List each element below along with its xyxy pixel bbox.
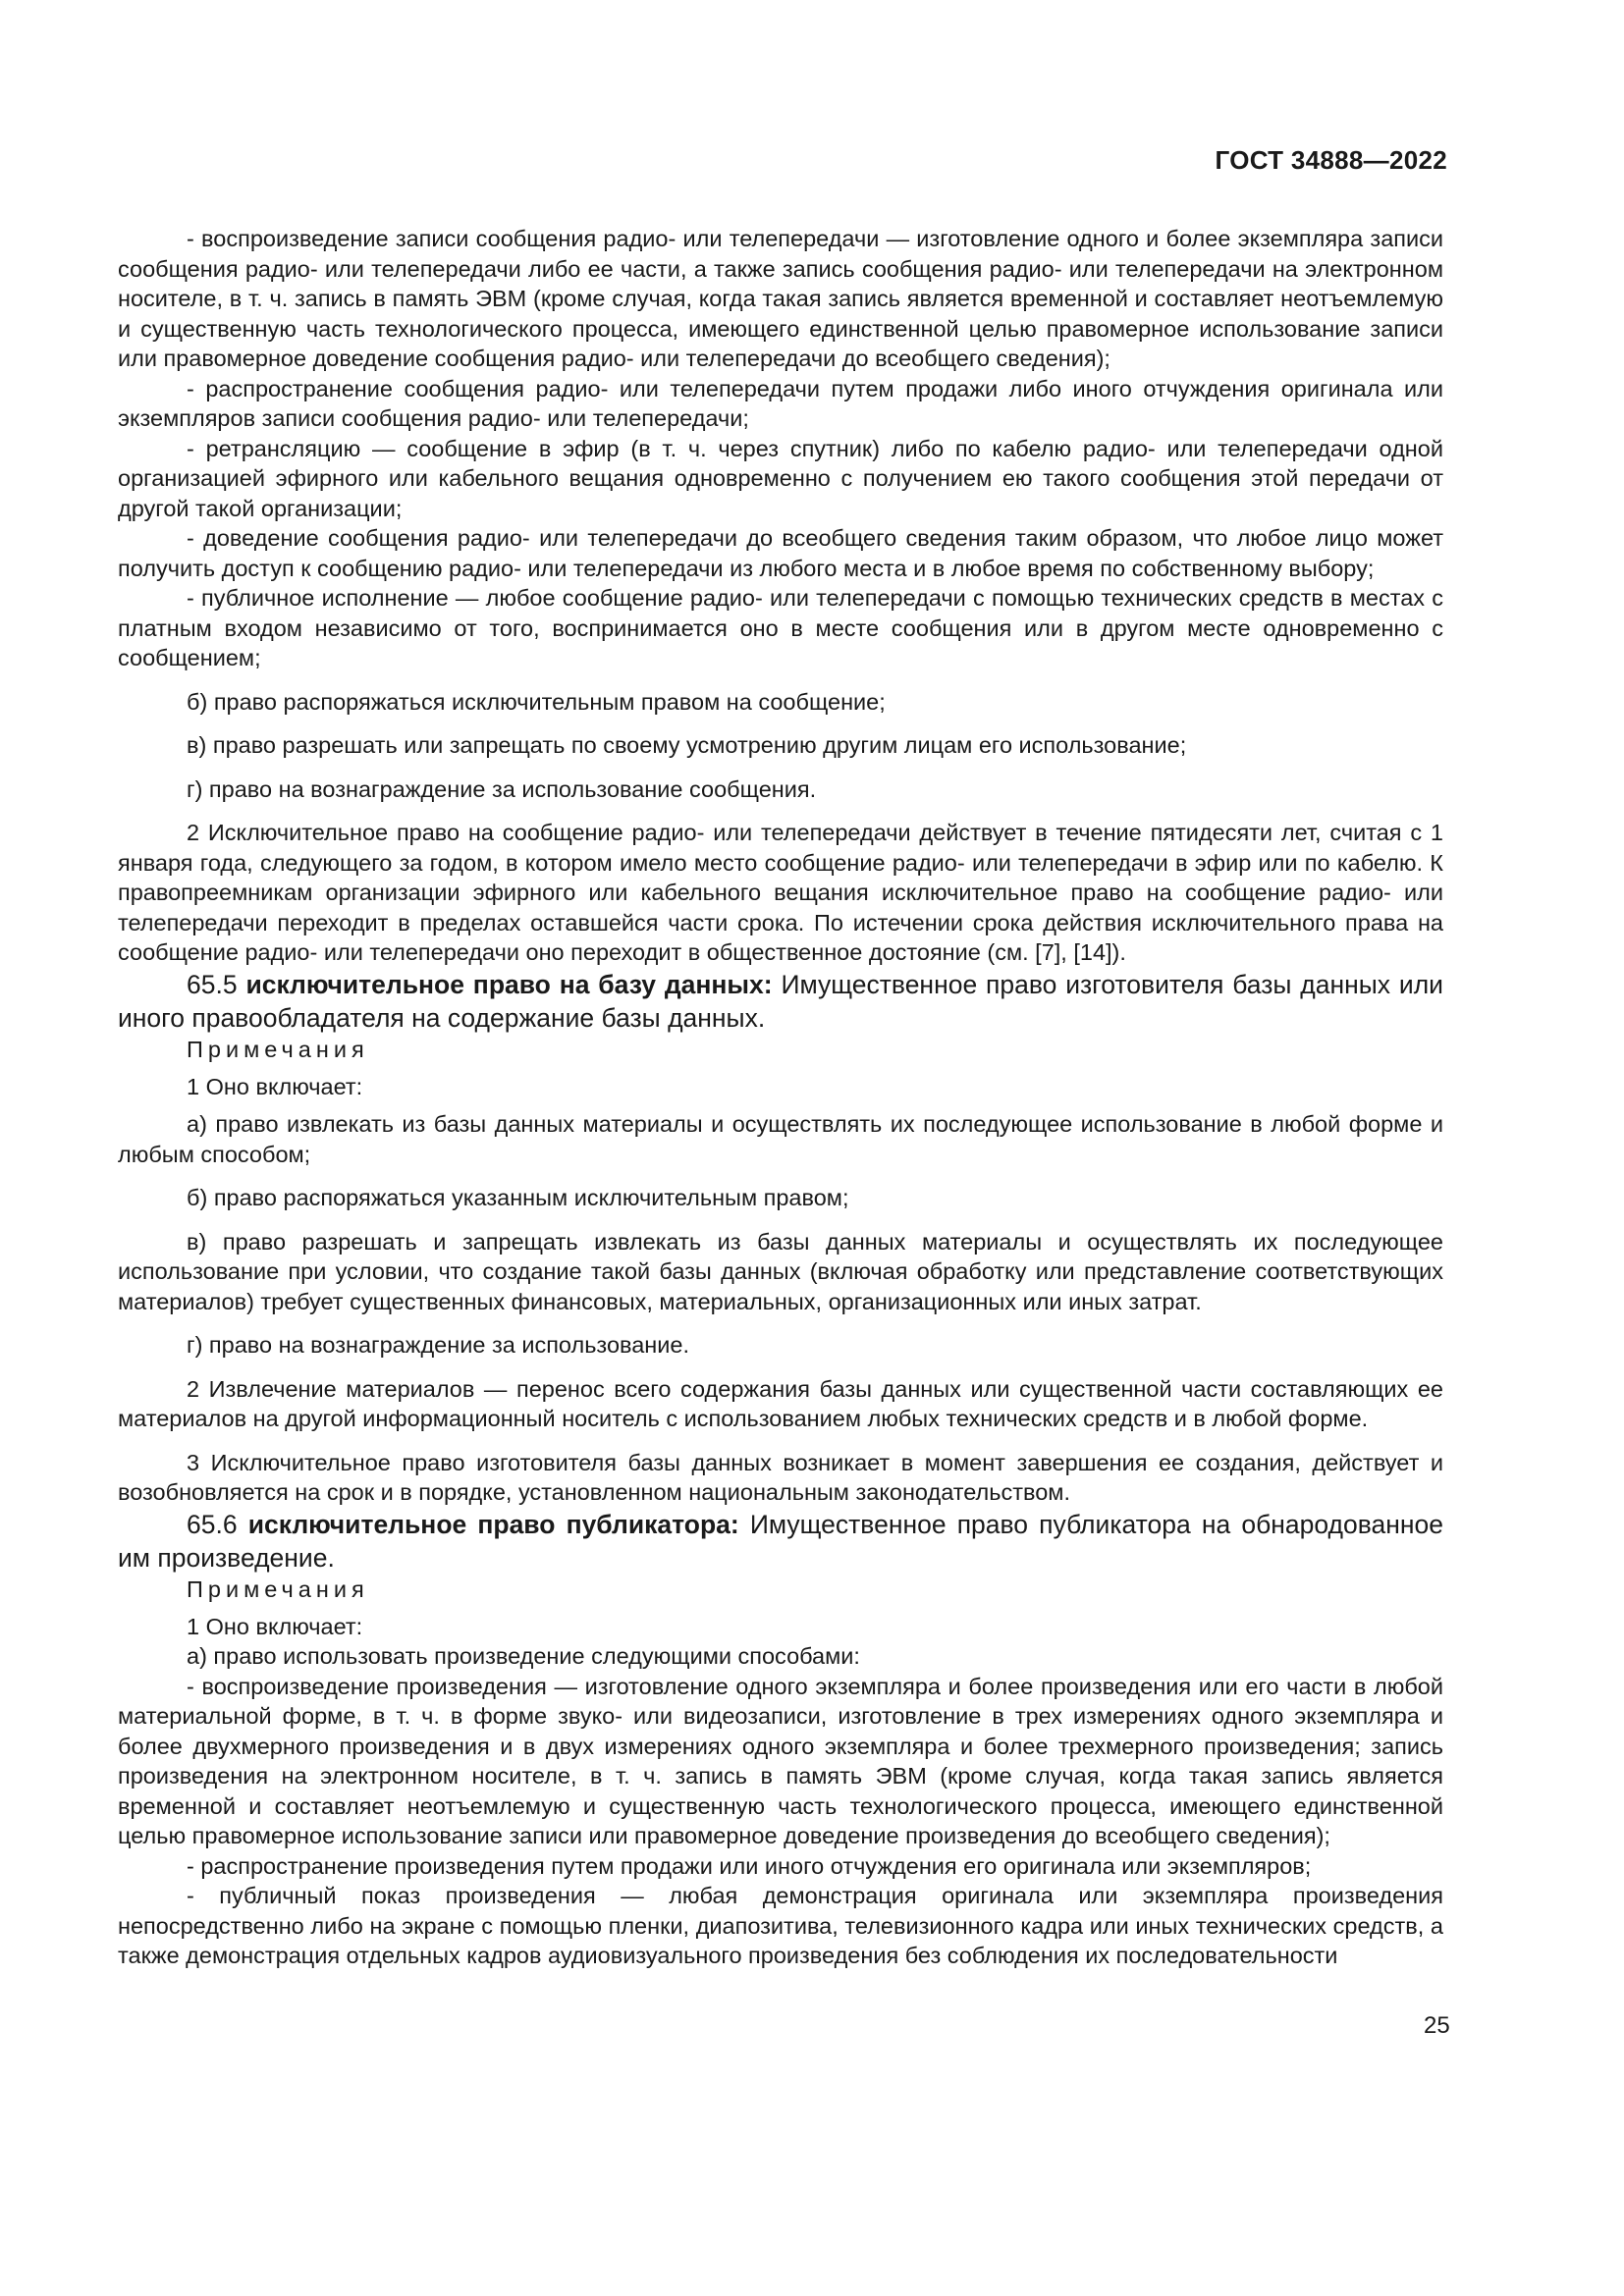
term-definition: Имущественное право изготовителя базы данных или иного правообладателя на содержание базы данных. <box>118 969 1443 1033</box>
term-number: 65.6 <box>187 1509 238 1539</box>
page-number: 25 <box>1424 2012 1450 2039</box>
note-paragraph: 3 Исключительное право изготовителя базы данных возникает в момент завершения ее создания, действует и возобновляется на срок и в порядке, установленном национальным законодательством. <box>118 1449 1443 1505</box>
term-name: исключительное право публикатора: <box>247 1509 739 1539</box>
note-paragraph: 2 Извлечение материалов — перенос всего содержания базы данных или существенной части составляющих ее материалов на другой информационный носитель с использованием любых технических средств и в любой форме. <box>118 1375 1443 1431</box>
body-paragraph: - воспроизведение произведения — изготовление одного экземпляра и более произведения или его части в любой материальной форме, в т. ч. в форме звуко- или видеозаписи, изготовление в трех измерениях одного экземпляра и более двухмерного произведения и в двух измерениях одного экземпляра и более трехмерного произведения; запись произведения на электронном носителе, в т. ч. запись в память ЭВМ (кроме случая, когда такая запись является временной и составляет неотъемлемую и существенную часть технологического процесса, имеющего единственной целью правомерное использование записи или правомерное доведение произведения до всеобщего сведения); <box>118 1673 1443 1848</box>
list-item: а) право извлекать из базы данных материалы и осуществлять их последующее использование в любой форме и любым способом; <box>118 1111 1443 1167</box>
list-item: г) право на вознаграждение за использование. <box>187 1332 690 1358</box>
list-item: в) право разрешать или запрещать по своему усмотрению другим лицам его использование; <box>187 732 1187 758</box>
list-item: б) право распоряжаться исключительным правом на сообщение; <box>187 688 886 715</box>
note-paragraph: 1 Оно включает: <box>187 1073 363 1099</box>
list-item: а) право использовать произведение следующими способами: <box>187 1643 860 1669</box>
note-paragraph: 2 Исключительное право на сообщение радио- или телепередачи действует в течение пятидесяти лет, считая с 1 января года, следующего за годом, в котором имело место сообщение радио- или телепередачи в эфир или по кабелю. К правопреемникам организации эфирного или кабельного вещания исключительное право на сообщение радио- или телепередачи переходит в пределах оставшейся части срока. По истечении срока действия исключительного права на сообщение радио- или телепередачи оно переходит в общественное достояние (см. [7], [14]). <box>118 820 1443 965</box>
document-header-id: ГОСТ 34888—2022 <box>1215 145 1447 175</box>
term-definition: Имущественное право публикатора на обнародованное им произведение. <box>118 1509 1443 1573</box>
list-item: б) право распоряжаться указанным исключительным правом; <box>187 1185 849 1210</box>
term-65-5 <box>118 968 1443 1035</box>
list-item: в) право разрешать и запрещать извлекать из базы данных материалы и осуществлять их последующее использование при условии, что создание такой базы данных (включая обработку или представление соответствующих материалов) требует существенных финансовых, материальных, организационных или иных затрат. <box>118 1228 1443 1314</box>
notes-heading: Примечания <box>187 1575 369 1602</box>
term-65-6 <box>118 1508 1443 1575</box>
note-paragraph: 1 Оно включает: <box>187 1613 363 1639</box>
term-number: 65.5 <box>187 969 238 999</box>
body-paragraph: - распространение произведения путем продажи или иного отчуждения его оригинала или экземпляров; <box>187 1852 1312 1879</box>
term-name: исключительное право на базу данных: <box>245 969 773 999</box>
body-paragraph: - воспроизведение записи сообщения радио- или телепередачи — изготовление одного и более экземпляра записи сообщения радио- или телепередачи либо ее части, а также запись сообщения радио- или телепередачи на электронном носителе, в т. ч. запись в память ЭВМ (кроме случая, когда такая запись является временной и составляет неотъемлемую и существенную часть технологического процесса, имеющего единственной целью правомерное использование записи или правомерное доведение сообщения радио- или телепередачи до всеобщего сведения); <box>118 226 1443 371</box>
body-paragraph: - распространение сообщения радио- или телепередачи путем продажи либо иного отчуждения оригинала или экземпляров записи сообщения радио- или телепередачи; <box>118 375 1443 431</box>
body-paragraph: - публичный показ произведения — любая демонстрация оригинала или экземпляра произведения непосредственно либо на экране с помощью пленки, диапозитива, телевизионного кадра или иных технических средств, а также демонстрация отдельных кадров аудиовизуального произведения без соблюдения их последовательности <box>118 1883 1443 1968</box>
page-body <box>118 224 1443 1971</box>
body-paragraph: - публичное исполнение — любое сообщение радио- или телепередачи с помощью технических средств в местах с платным входом независимо от того, воспринимается оно в месте сообщения или в другом месте одновременно с сообщением; <box>118 585 1443 670</box>
body-paragraph: - доведение сообщения радио- или телепередачи до всеобщего сведения таким образом, что любое лицо может получить доступ к сообщению радио- или телепередачи из любого места и в любое время по собственному выбору; <box>118 525 1443 581</box>
list-item: г) право на вознаграждение за использование сообщения. <box>187 775 817 802</box>
body-paragraph: - ретрансляцию — сообщение в эфир (в т. ч. через спутник) либо по кабелю радио- или телепередачи одной организацией эфирного или кабельного вещания одновременно с получением ею такого сообщения этой передачи от другой такой организации; <box>118 435 1443 521</box>
notes-heading: Примечания <box>187 1036 369 1062</box>
